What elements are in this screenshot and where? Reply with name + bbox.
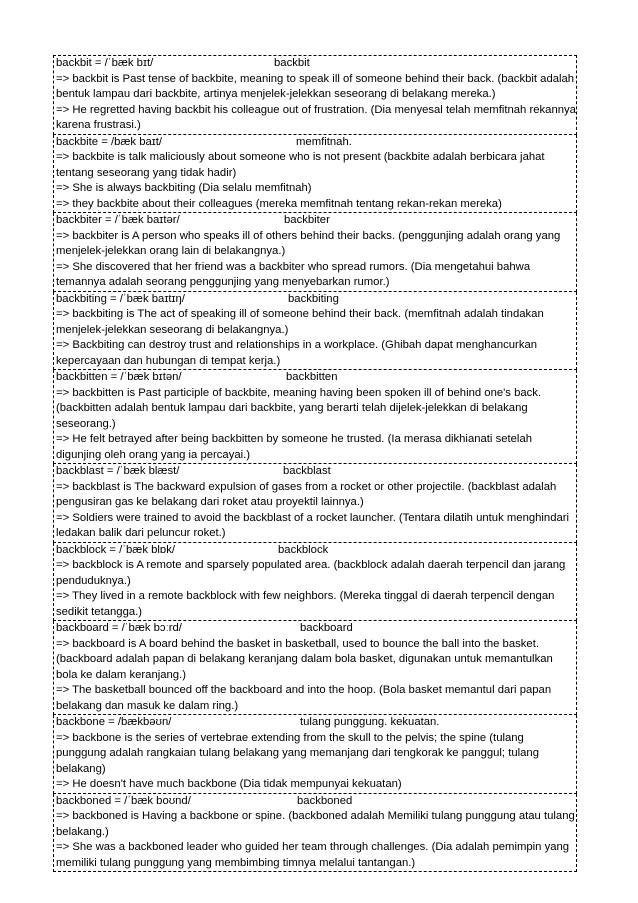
- headword-translation: backbit: [274, 57, 310, 69]
- example-sentence: => He doesn't have much backbone (Dia tidak mempunyai kekuatan): [56, 778, 402, 790]
- definition-text: => backbiter is A person who speaks ill of others behind their backs. (penggunjing adalah orang yang menjelek-jelekkan orang lain di belakangnya.): [56, 229, 561, 257]
- definition-text: => backbit is Past tense of backbite, meaning to speak ill of someone behind their back. (backbit adalah bentuk lampau dari backbite, artinya menjelek-jelekkan seseorang di belakang mereka.): [56, 72, 575, 100]
- example-sentence: => they backbite about their colleagues (mereka memfitnah tentang rekan-rekan mereka): [56, 197, 502, 210]
- entry-header: [56, 543, 576, 559]
- dictionary-document: [53, 55, 577, 872]
- dictionary-entry: [53, 135, 577, 214]
- definition-text: => backbite is talk maliciously about someone who is not present (backbite adalah berbicara jahat tentang seseorang yang tidak hadir): [56, 151, 545, 179]
- definition-text: => backboned is Having a backbone or spine. (backboned adalah Memiliki tulang punggung atau tulang belakang.): [56, 810, 575, 838]
- headword-pronunciation: backbiter = /ˈbæk baɪtər/: [56, 214, 180, 226]
- definition-text: => backboard is A board behind the basket in basketball, used to bounce the ball into the basket. (backboard adalah papan di belakang keranjang dalam bola basket, digunakan untuk memantulkan bola ke dalam keranjang.): [56, 637, 553, 681]
- example-sentence: => Backbiting can destroy trust and relationships in a workplace. (Ghibah dapat menghancurkan kepercayaan dan hubungan di tempat kerja.): [56, 339, 538, 367]
- headword-translation: backblock: [278, 543, 329, 556]
- entry-header: [56, 56, 576, 72]
- entry-header: [56, 135, 576, 151]
- dictionary-entry: [53, 292, 577, 371]
- headword-pronunciation: backbite = /bæk baɪt/: [56, 135, 163, 148]
- example-sentence: => Soldiers were trained to avoid the backblast of a rocket launcher. (Tentara dilatih untuk menghindari ledakan balik dari peluncur roket.): [56, 511, 570, 539]
- headword-translation: backboard: [300, 622, 353, 634]
- dictionary-entry: [53, 794, 577, 873]
- headword-pronunciation: backbit = /ˈbæk bɪt/: [56, 57, 154, 69]
- entry-header: [56, 213, 576, 229]
- example-sentence: => She discovered that her friend was a backbiter who spread rumors. (Dia mengetahui bahwa temannya adalah seorang penggunjing yang menyebarkan rumor.): [56, 260, 531, 288]
- entry-header: [56, 794, 576, 810]
- dictionary-entry: [53, 621, 577, 715]
- example-sentence: => She was a backboned leader who guided her team through challenges. (Dia adalah pemimpin yang memiliki tulang punggung yang membimbing timnya melalui tantangan.): [56, 841, 570, 869]
- example-sentence: => They lived in a remote backblock with few neighbors. (Mereka tinggal di daerah terpencil dengan sedikit tetangga.): [56, 590, 555, 618]
- example-sentence: => The basketball bounced off the backboard and into the hoop. (Bola basket memantul dari papan belakang dan masuk ke dalam ring.): [56, 684, 552, 712]
- headword-translation: backbitten: [286, 371, 338, 383]
- headword-translation: memfitnah.: [296, 135, 352, 148]
- headword-translation: backboned: [297, 794, 353, 807]
- example-sentence: => He felt betrayed after being backbitten by someone he trusted. (Ia merasa dikhianati setelah digunjing oleh orang yang ia percayai.): [56, 433, 533, 461]
- definition-text: => backbone is the series of vertebrae extending from the skull to the pelvis; the spine (tulang punggung adalah rangkaian tulang belakang yang memanjang dari tengkorak ke panggul; tulang belakang): [56, 731, 539, 775]
- dictionary-entry: [53, 370, 577, 464]
- headword-pronunciation: backblast = /ˈbæk blæst/: [56, 465, 180, 477]
- dictionary-entry: [53, 715, 577, 794]
- entry-header: [56, 621, 576, 637]
- headword-translation: tulang punggung. kekuatan.: [300, 716, 440, 728]
- headword-pronunciation: backboard = /ˈbæk bɔːrd/: [56, 622, 182, 634]
- dictionary-entry: [53, 213, 577, 292]
- definition-text: => backbiting is The act of speaking ill of someone behind their back. (memfitnah adalah tindakan menjelek-jelekkan seseorang di belakangnya.): [56, 308, 544, 336]
- dictionary-entry: [53, 464, 577, 543]
- dictionary-entry: [53, 543, 577, 622]
- dictionary-entry: [53, 55, 577, 135]
- entry-header: [56, 370, 576, 386]
- headword-pronunciation: backblock = /ˈbæk blɒk/: [56, 543, 175, 556]
- definition-text: => backbitten is Past participle of backbite, meaning having been spoken ill of behind one's back. (backbitten adalah bentuk lampau dari backbite, yang berarti telah dijelek-jelekkan di belakang seseorang.): [56, 386, 542, 430]
- example-sentence: => She is always backbiting (Dia selalu memfitnah): [56, 182, 312, 194]
- headword-translation: backbiter: [284, 214, 330, 226]
- headword-pronunciation: backbitten = /ˈbæk bɪtən/: [56, 371, 182, 383]
- definition-text: => backblast is The backward expulsion of gases from a rocket or other projectile. (backblast adalah pengusiran gas ke belakang dari roket atau proyektil lainnya.): [56, 480, 557, 508]
- headword-pronunciation: backboned = /ˈbæk boʊnd/: [56, 794, 191, 807]
- definition-text: => backblock is A remote and sparsely populated area. (backblock adalah daerah terpencil dan jarang penduduknya.): [56, 559, 566, 587]
- headword-pronunciation: backbone = /bækbəʊn/: [56, 716, 172, 728]
- entry-header: [56, 715, 576, 731]
- headword-translation: backblast: [283, 465, 331, 477]
- entry-header: [56, 292, 576, 308]
- example-sentence: => He regretted having backbit his colleague out of frustration. (Dia menyesal telah memfitnah rekannya karena frustrasi.): [56, 103, 576, 131]
- headword-translation: backbiting: [288, 292, 339, 305]
- entry-header: [56, 464, 576, 480]
- headword-pronunciation: backbiting = /ˈbæk baɪtɪŋ/: [56, 292, 185, 305]
